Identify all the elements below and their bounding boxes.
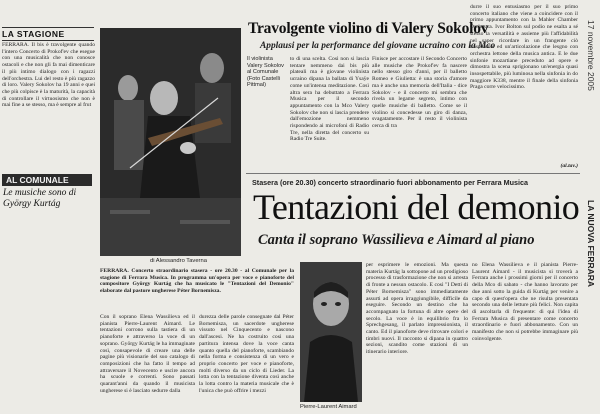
demonio-kicker: Stasera (ore 20.30) concerto straordinario fuori abbonamento per Ferrara Musica [252,178,529,187]
sokolov-col-a: to di una scelta. Così non si lascia tentare nemmeno dai bis più plateali ma è giovane violinista ucraino dipana la ballata di Ysaÿe come un'intensa meditazione. Così altra sera ha debuttato a Ferrara Musica per il secondo appuntamento con la Mco Valery Sokolov che non si lascia prendere dall'emozione nemmeno rispondendo ai microfoni di Radio Tre, nella diretta del concerto su Radio Tre Suite. [290,56,369,143]
demonio-col-a: per esprimere le emozioni. Ma questa materia Kurtág la sottopone ad un prodigioso processo di trasformazione che non si arresta di fronte a nessun ostacolo. E così "I Detti di Péter Bornemisza" sono immediatamente assurti ad opera irraggiungibile, difficile da eseguire. Secondo un destino che ha accompagnato la fortuna di altre opere del secolo. La voce è in equilibrio fra lo Sprechgesang, il parlato impressionista, il canto. Ed il pianoforte deve ritrovare colori e timbri nuovi. Il racconto si dipana in quattro sezioni, scandito come stazioni di un itinerario interiore. [366,262,468,356]
demonio-lead: FERRARA. Concerto straordinario stasera - ore 20.30 - al Comunale per la stagione di Ferrara Musica. In programma un'opera per voce e pianoforte del compositore György Kurtág che ha musicato le "Tentazioni del Demonio" elaborate dal pastore ungherese Péter Bornemisza. [100,268,294,295]
photo-aimard [300,262,362,402]
demonio-body-col2: durezza delle parole consegnate dal Péter Bornemisza, un sacerdote ungherese vissuto nel Cinquecento e nascono dall'ascesi. Ne ha costruito così una partitura intensa dove la voce canta quanto quella del pianoforte, scambiando nella forma e consistenza di un vero e proprio concerto per voce e pianoforte, molti diverso da un ciclo di Lieder. La lotta con la tentazione diventa così anche la lotta contro la materia musicale che è l'unica che può offrire i mezzi [199,314,294,394]
comunale-band: AL COMUNALE [2,174,92,186]
demonio-subheadline: Canta il soprano Wassilieva e Aimard al piano [258,232,535,248]
sokolov-subheadline: Applausi per la performance del giovane ucraino con la Mco [260,41,496,51]
sokolov-signature: (al.tav.) [560,163,578,169]
sokolov-col-c: durre il suo entusiasmo per il suo primo concerto italiano che viene a coincidere con il primo appuntamento con la Mahler Chamber Orchestra. Ivor Bolton sul podio ne esalta a sé stesso la versatilità e assieme più l'affidabilità nel saper ricordare in un frangente ciò trasparente ed un'articolazione che lesgno con orchestra lettone della musica antica. E le due sinfonie mozartiane preceduto ad opere e dimostra la scena sprigionano un'energia quasi insospettabile, più luminosa nella sinfonia in do maggiore K338, mentre il finale della sinfonia Praga corre velocissimo. [470,4,578,91]
sokolov-headline: Travolgente violino di Valery Sokolov [248,20,489,37]
aimard-photo-caption: Pierre-Laurent Aimard [300,404,357,410]
sokolov-col-b: Finisce per accostare il Secondo Concerto alle musiche che Prokof'ev fa nascere nello stesso giro d'anni, per il balletto Romeo e Giulietta: è una storia d'amore ma è anche una memoria dell'Italia - dice Sokolov - e il concerto mi sembra che rivela un legame segreto, intimo con quelle musiche di balletto. Come se il violino si concedesse un giro di danza, svagatamente. Per il resto il violinista cerca di tra [372,56,467,130]
section-label: LA STAGIONE [2,27,94,41]
issue-date: 17 novembre 2005 [586,20,596,91]
demonio-body-col1: Con il soprano Elena Wassilieva ed il pianista Pierre-Laurent Aimard. Le tentazioni corrono sulla tastiera di un pianoforte e attraverso la voce di un soprano. György Kurtág le ha immaginate così, consapevole di creare una delle pagine più visionarie del suo catalogo di composizioni che ha fatto il tempo ad attraversare il Novecento e uscire ancora ha scuole e correnti. Sono passati quarant'anni da quando il musicista ungherese si è lasciato sedurre dalla [100,314,195,394]
photo1-caption: di Alessandro Taverna [150,258,207,264]
sokolov-intro-text: FERRARA. Il bis è travolgente quando l'intero Concerto di Prokof'ev che esegue con una musicalità che non conosce ostacoli e che non gli fa mai dimenticare il più intimo dialogo con i ragazzi dell'orchestra. Lui del resto è più ragazzo di loro. Valery Sokolov ha 19 anni e quei che più colpisce è la maturità, la capacità di controllare il virtuosismo che non è mai fine a se stesso, ma è sempre al frut [2,42,95,109]
newspaper-name: LA NUOVA FERRARA [586,200,596,288]
sokolov-photo-caption: Il violinista Valery Sokolov al Comunale (Foto Castelli Pittmal) [247,56,284,89]
demonio-headline: Tentazioni del demonio [253,187,580,227]
photo-sokolov-violinist [100,28,241,256]
violinist-photo-illustration [100,28,241,256]
kurtag-title: Le musiche sono di György Kurtág [3,188,77,209]
aimard-photo-illustration [300,262,362,402]
demonio-col-b: no Elena Wassilieva e il pianista Pierre-Laurent Aimard - il musicista si troverà a Ferrara anche i prossimi giorni per il concerto della Mco di sabato - che hanno lavorato per due anni sotto la guida di Kurtág per venire a capo di quest'opera che ne risulta presentata secondo una delle letture più felici. Non capita di ascoltarla di frequente: di qui l'idea di Ferrara Musica di presentare come concerto straordinario e fuori abbonamento. Con un manifesto che non si potrebbe immaginare più coinvolgente. [472,262,578,342]
divider-rule [246,173,580,174]
